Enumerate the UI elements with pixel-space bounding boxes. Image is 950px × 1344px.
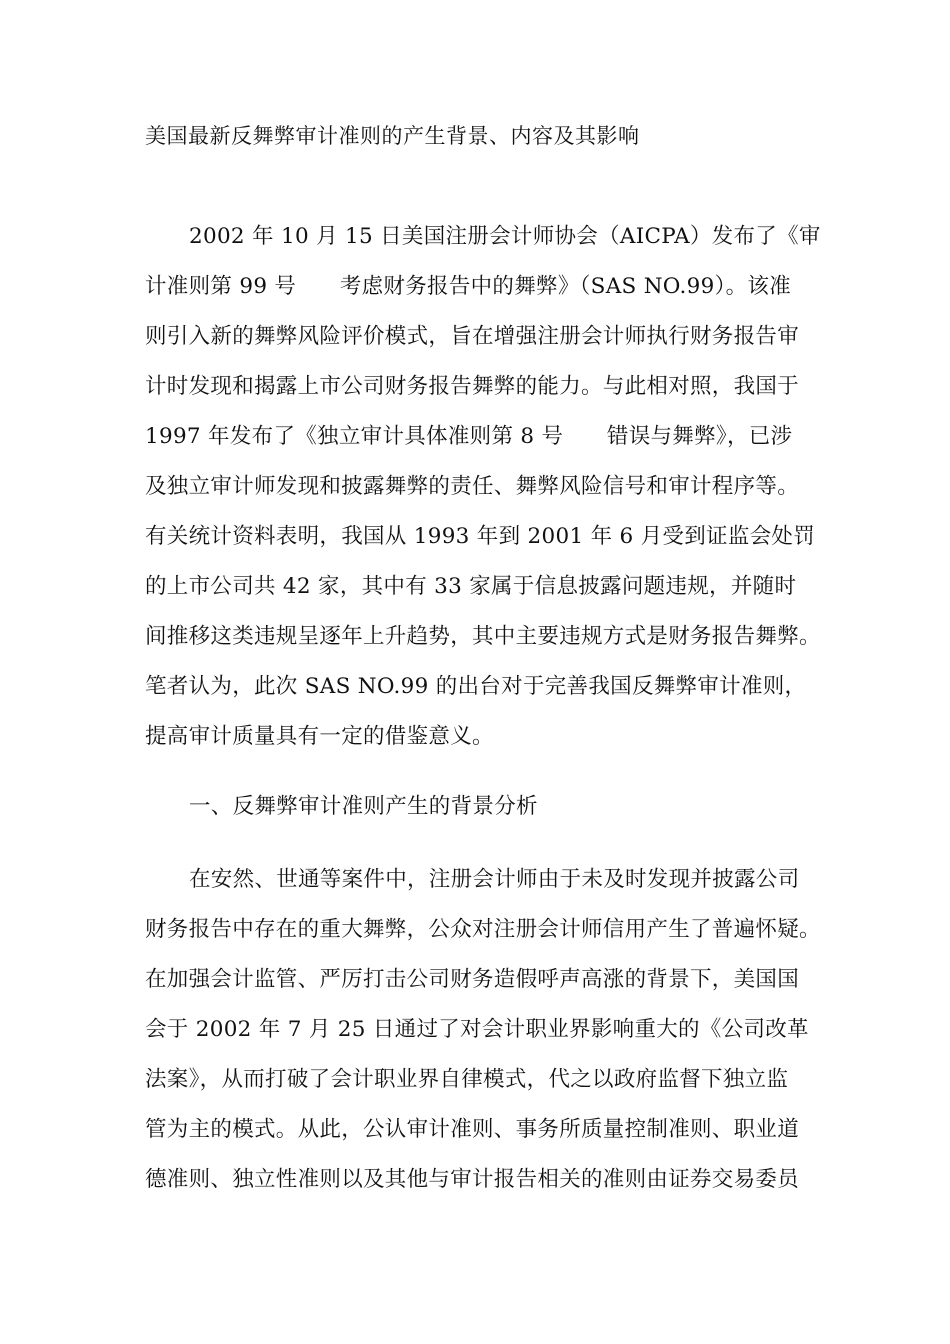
paragraph-line: 在安然、世通等案件中，注册会计师由于未及时发现并披露公司 [189,867,800,892]
section-paragraph [145,855,825,1205]
paragraph-line: 法案》，从而打破了会计职业界自律模式，代之以政府监督下独立监 [145,1067,789,1092]
paragraph-line: 及独立审计师发现和披露舞弊的责任、舞弊风险信号和审计程序等。 [145,474,800,499]
paragraph-line: 计时发现和揭露上市公司财务报告舞弊的能力。与此相对照，我国于 [145,374,800,399]
paragraph-line: 笔者认为，此次 SAS NO.99 的出台对于完善我国反舞弊审计准则， [145,674,807,699]
paragraph-line: 管为主的模式。从此，公认审计准则、事务所质量控制准则、职业道 [145,1117,800,1142]
paragraph-line: 计准则第 99 号 考虑财务报告中的舞弊》（SAS NO.99）。该准 [145,274,792,299]
paragraph-line: 德准则、独立性准则以及其他与审计报告相关的准则由证券交易委员 [145,1167,800,1192]
paragraph-line: 在加强会计监管、严厉打击公司财务造假呼声高涨的背景下，美国国 [145,967,800,992]
paragraph-line: 1997 年发布了《独立审计具体准则第 8 号 错误与舞弊》，已涉 [145,424,793,449]
intro-paragraph [145,212,825,762]
paragraph-line: 有关统计资料表明，我国从 1993 年到 2001 年 6 月受到证监会处罚 [145,524,816,549]
paragraph-line: 则引入新的舞弊风险评价模式，旨在增强注册会计师执行财务报告审 [145,324,800,349]
paragraph-line: 的上市公司共 42 家，其中有 33 家属于信息披露问题违规，并随时 [145,574,797,599]
section-heading: 一、反舞弊审计准则产生的背景分析 [189,794,538,819]
paragraph-line: 2002 年 10 月 15 日美国注册会计师协会（AICPA）发布了《审 [189,224,821,249]
paragraph-line: 财务报告中存在的重大舞弊，公众对注册会计师信用产生了普遍怀疑。 [145,917,821,942]
paragraph-line: 会于 2002 年 7 月 25 日通过了对会计职业界影响重大的《公司改革 [145,1017,809,1042]
document-title: 美国最新反舞弊审计准则的产生背景、内容及其影响 [145,124,640,148]
paragraph-line: 间推移这类违规呈逐年上升趋势，其中主要违规方式是财务报告舞弊。 [145,624,821,649]
paragraph-line: 提高审计质量具有一定的借鉴意义。 [145,724,494,749]
